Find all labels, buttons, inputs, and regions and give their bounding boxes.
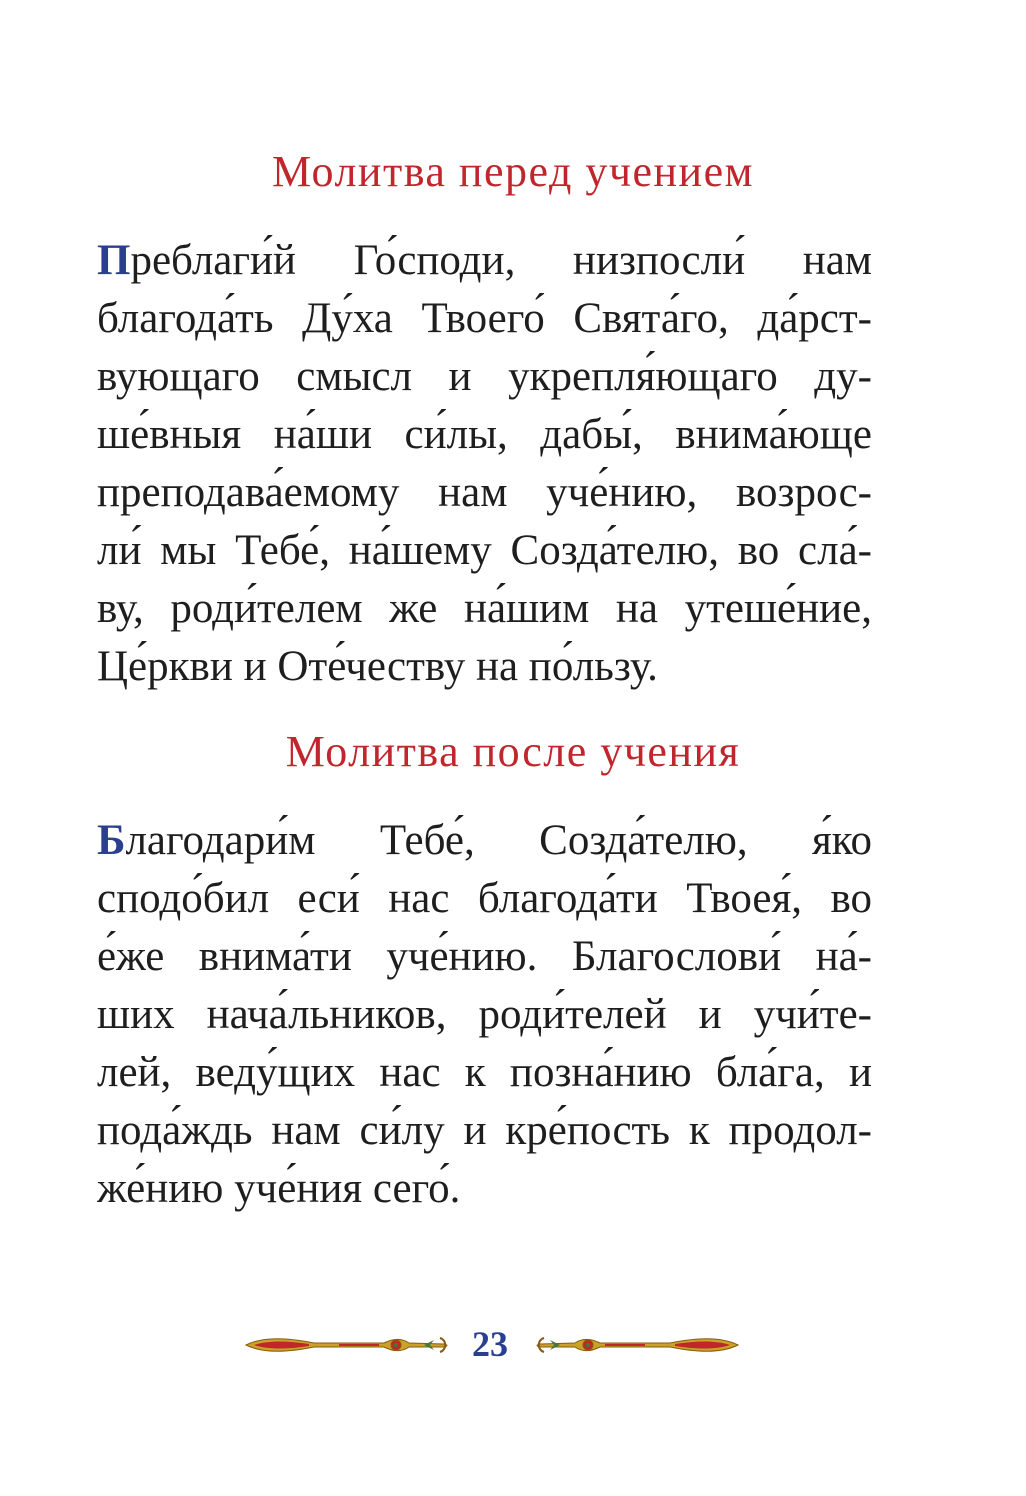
prayer-last-line: Це́ркви и Оте́честву на по́льзу.: [97, 643, 658, 690]
prayer-line: благода́ть Ду́ха Твоего́ Свята́го, да́рст-: [97, 295, 872, 342]
page-footer: [0, 1318, 1026, 1374]
prayer-after-study-heading: Молитва после учения: [285, 727, 741, 776]
first-line-text: лагодари́м Тебе́, Созда́телю, я́ко: [125, 817, 872, 864]
prayer-line: лей, веду́щих нас к позна́нию бла́га, и: [97, 1049, 872, 1096]
prayer-line: ших нача́льников, роди́телей и учи́те-: [97, 991, 872, 1038]
prayer-before-study-text: [97, 232, 872, 696]
drop-initial: Б: [97, 817, 126, 864]
prayer-line: вующаго смысл и укрепля́ющаго ду-: [97, 353, 872, 400]
prayer-line: преподава́емому нам уче́нию, возрос-: [97, 469, 872, 516]
scroll-ornament-left-icon: [244, 1330, 454, 1360]
prayer-line: е́же внима́ти уче́нию. Благослови́ на́-: [97, 933, 872, 980]
page-number: 23: [472, 1324, 508, 1364]
prayer-line: [97, 232, 872, 290]
prayer-last-line: же́нию уче́ния сего́.: [97, 1165, 461, 1212]
drop-initial: П: [97, 237, 131, 284]
first-line-text: реблаги́й Го́споди, низпосли́ нам: [130, 237, 872, 284]
prayer-line: ву, роди́телем же на́шим на утеше́ние,: [97, 585, 872, 632]
prayer-line: [97, 812, 872, 870]
prayer-line: сподо́бил еси́ нас благода́ти Твоея́, во: [97, 875, 872, 922]
prayer-line: пода́ждь нам си́лу и кре́пость к продол-: [97, 1107, 872, 1154]
scroll-ornament-right-icon: [530, 1330, 740, 1360]
prayer-line: ше́вныя на́ши си́лы, дабы́, внима́юще: [97, 411, 872, 458]
prayer-line: ли́ мы Тебе́, на́шему Созда́телю, во сла́-: [97, 527, 872, 574]
prayer-after-study-text: [97, 812, 872, 1218]
prayer-before-study-heading: Молитва перед учением: [272, 147, 754, 196]
